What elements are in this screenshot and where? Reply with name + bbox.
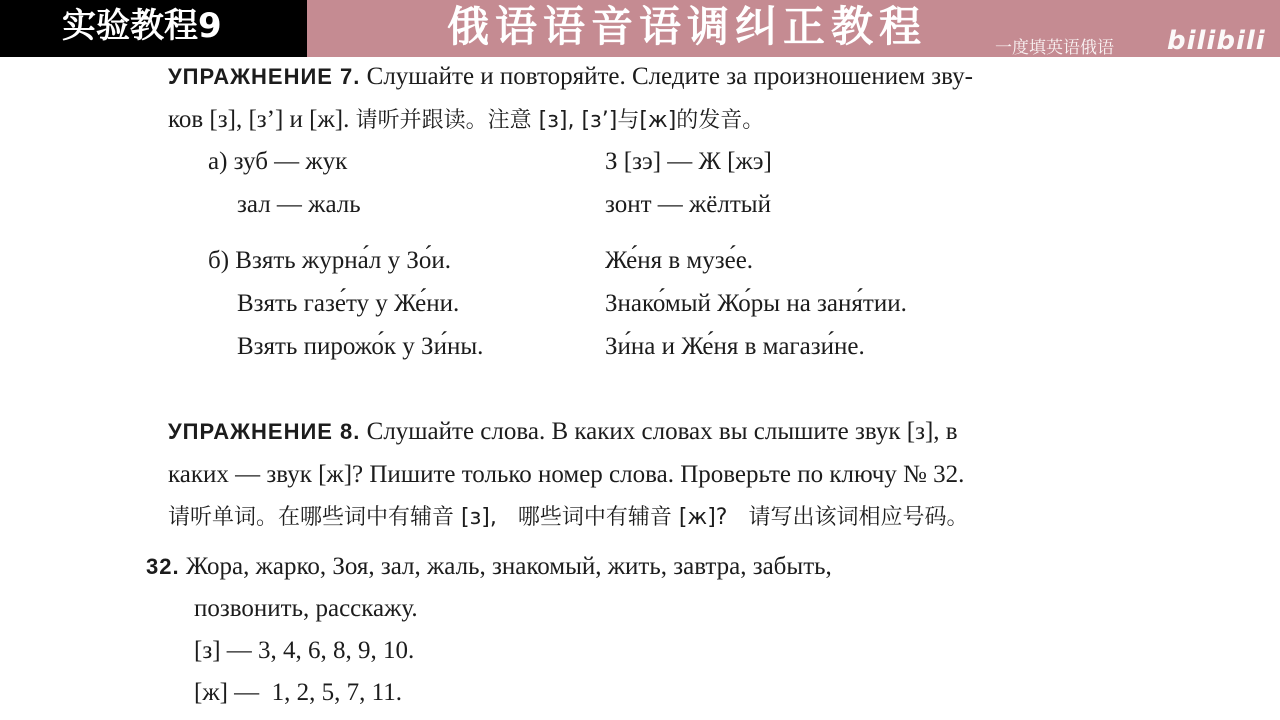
exercise8-heading: УПРАЖНЕНИЕ 8. (168, 419, 361, 444)
part-a-row1-left (208, 147, 347, 177)
channel-watermark: 一度填英语俄语 (995, 38, 1114, 58)
exercise7-instruction-line2: ков [з], [з’] и [ж]. (168, 106, 350, 133)
part-b-label: б) (208, 247, 230, 274)
part-b-row2-right: Знако́мый Жо́ры на заня́тии. (605, 290, 907, 317)
exercise8-line2: каких — звук [ж]? Пишите только номер слова. Проверьте по ключу № 32. (168, 461, 965, 488)
part-a-row1-right: З [зэ] — Ж [жэ] (605, 148, 772, 175)
part-a-row2-right: зонт — жёлтый (605, 191, 771, 218)
part-a-item: зуб — жук (233, 148, 348, 175)
lesson-label: 实验教程9 (0, 0, 307, 57)
exercise8-line1 (168, 417, 958, 447)
part-b-row2-left: Взять газе́ту у Же́ни. (237, 290, 460, 317)
key32-words-line1: Жора, жарко, Зоя, зал, жаль, знакомый, жить, завтра, забыть, (185, 553, 832, 580)
exercise7-instruction-cn: 请听并跟读。注意 [з], [з’]与[ж]的发音。 (355, 108, 765, 133)
part-a-label: а) (208, 148, 228, 175)
part-b-row3-left: Взять пирожо́к у Зи́ны. (237, 333, 484, 360)
part-b-row3-right: Зи́на и Же́ня в магази́не. (605, 333, 865, 360)
bilibili-logo-icon: bilibili (1167, 26, 1266, 56)
exercise7-line2 (168, 105, 764, 136)
key32-zh-answer: [ж] — 1, 2, 5, 7, 11. (194, 679, 402, 706)
exercise7-instruction-line1: Слушайте и повторяйте. Следите за произношением зву- (366, 63, 973, 90)
key32-number: 32. (146, 554, 180, 579)
exercise8-instruction-line1: Слушайте слова. В каких словах вы слышите звук [з], в (366, 418, 958, 445)
key32-z-answer: [з] — 3, 4, 6, 8, 9, 10. (194, 637, 415, 664)
exercise7-line1 (168, 62, 973, 92)
part-a-row2-left: зал — жаль (237, 191, 361, 218)
course-title: 俄语语音语调纠正教程 (447, 2, 928, 51)
top-bar (0, 0, 1280, 57)
exercise8-instruction-cn: 请听单词。在哪些词中有辅音 [з], 哪些词中有辅音 [ж]? 请写出该词相应号码。 (168, 505, 969, 530)
part-b-row1-right: Же́ня в музе́е. (605, 247, 754, 274)
course-banner (307, 0, 1280, 57)
key32-words-line2: позвонить, расскажу. (194, 595, 418, 622)
part-b-row1-left (208, 246, 451, 276)
part-b-item: Взять журна́л у Зо́и. (235, 247, 452, 274)
exercise7-heading: УПРАЖНЕНИЕ 7. (168, 64, 361, 89)
key32-line1 (146, 552, 832, 582)
